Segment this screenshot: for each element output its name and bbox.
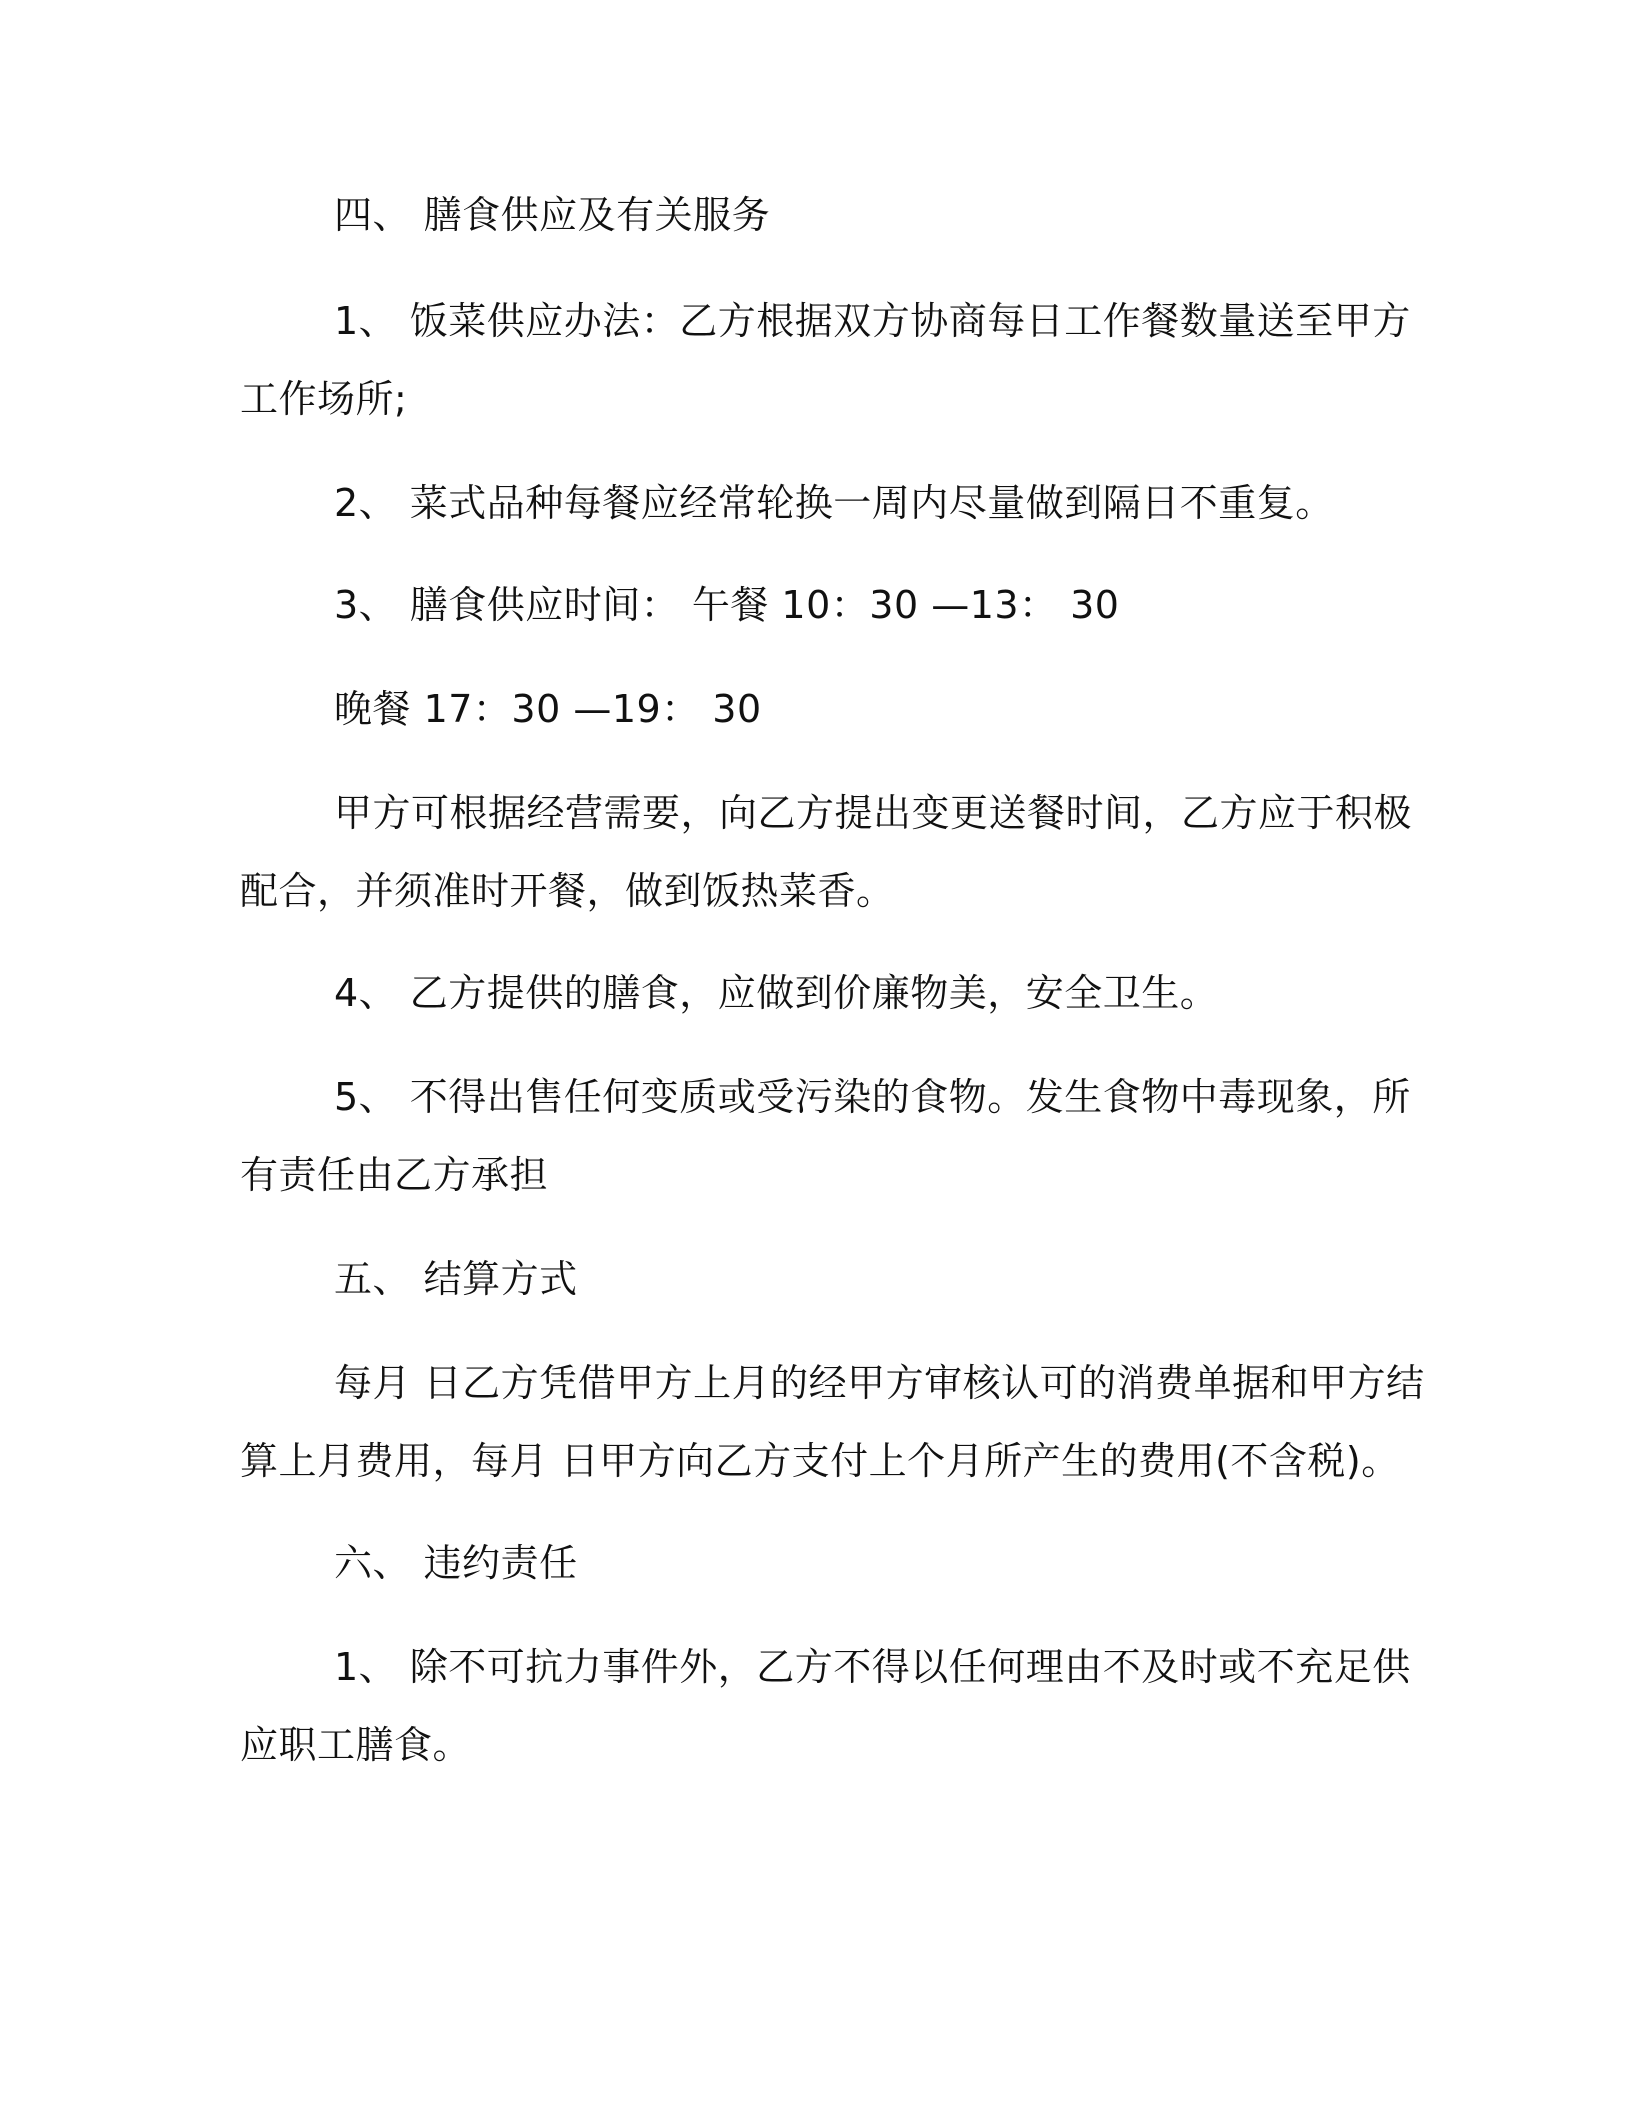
paragraph-line: 应职工膳食。	[240, 1723, 472, 1767]
paragraph-line: 工作场所;	[240, 377, 408, 421]
paragraph-line: 有责任由乙方承担	[240, 1153, 549, 1197]
paragraph-line: 5、 不得出售任何变质或受污染的食物。发生食物中毒现象，所	[334, 1075, 1411, 1119]
section-heading-6: 六、 违约责任	[334, 1541, 578, 1585]
paragraph-line: 2、 菜式品种每餐应经常轮换一周内尽量做到隔日不重复。	[334, 481, 1334, 525]
paragraph-line: 配合，并须准时开餐，做到饭热菜香。	[240, 869, 895, 913]
paragraph-line: 算上月费用，每月 日甲方向乙方支付上个月所产生的费用(不含税)。	[240, 1439, 1400, 1483]
paragraph-line: 甲方可根据经营需要，向乙方提出变更送餐时间，乙方应于积极	[334, 791, 1413, 835]
paragraph-line: 4、 乙方提供的膳食，应做到价廉物美，安全卫生。	[334, 971, 1219, 1015]
paragraph-line: 1、 除不可抗力事件外，乙方不得以任何理由不及时或不充足供	[334, 1645, 1411, 1689]
section-heading-5: 五、 结算方式	[334, 1257, 578, 1301]
paragraph-line: 3、 膳食供应时间： 午餐 10：30 —13： 30	[334, 583, 1120, 627]
paragraph-line: 1、 饭菜供应办法：乙方根据双方协商每日工作餐数量送至甲方	[334, 299, 1411, 343]
section-heading-4: 四、 膳食供应及有关服务	[334, 193, 771, 237]
paragraph-line: 晚餐 17：30 —19： 30	[334, 687, 762, 731]
paragraph-line: 每月 日乙方凭借甲方上月的经甲方审核认可的消费单据和甲方结	[334, 1361, 1425, 1405]
